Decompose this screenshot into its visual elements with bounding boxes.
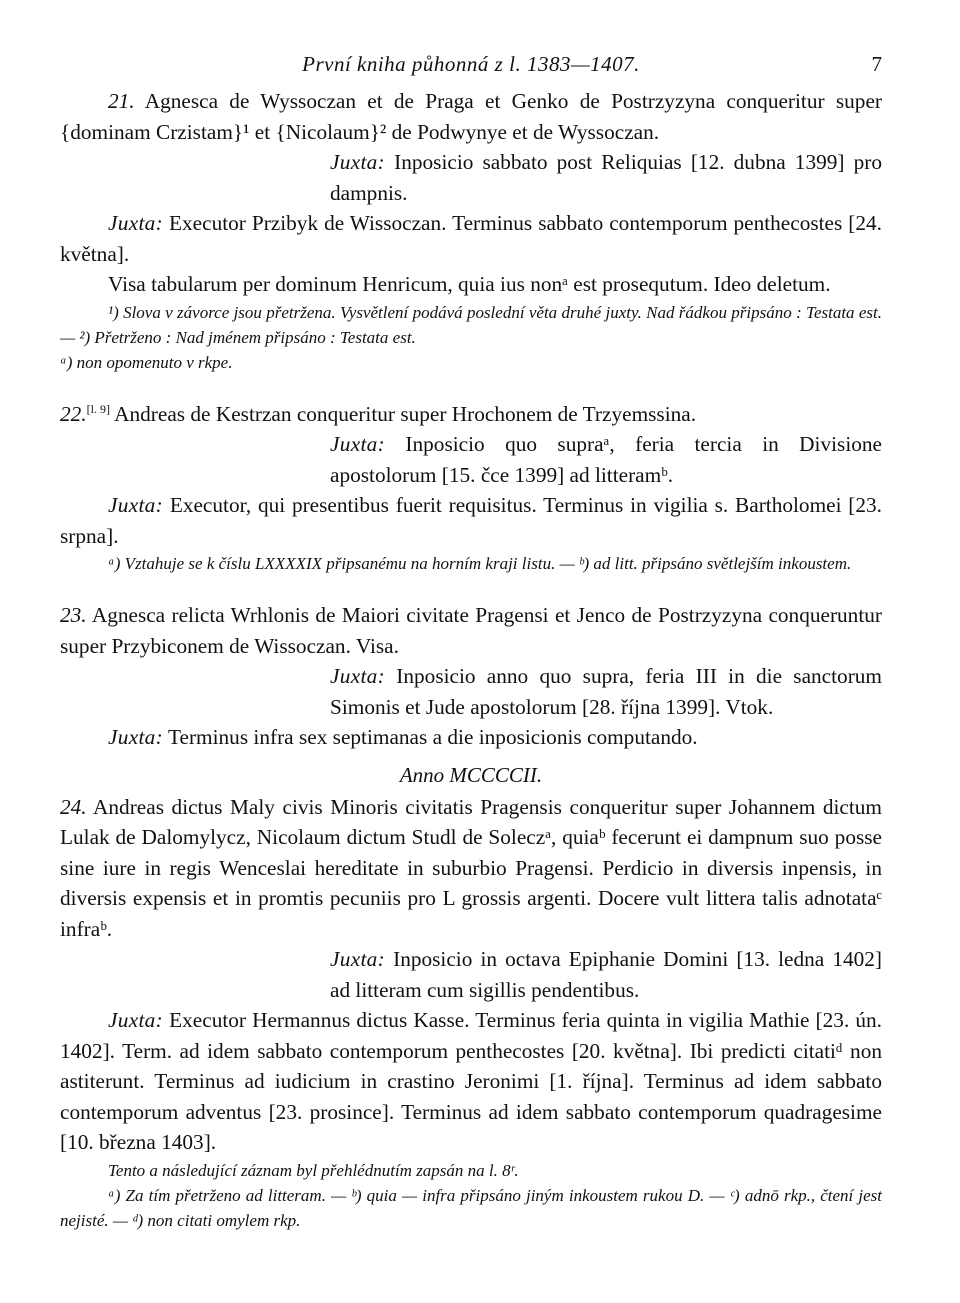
entry-23 [60,600,882,753]
entry-24-footnote-1: Tento a následující záznam byl přehlédnutím zapsán na l. 8ʳ. [108,1160,519,1180]
entry-21-juxta-1: Juxta: Inposicio sabbato post Reliquias [12. dubna 1399] pro dampnis. [330,150,882,205]
year-heading: Anno MCCCCII. [399,762,543,787]
entry-22-text: 22.[l. 9] Andreas de Kestrzan conqueritur super Hrochonem de Trzyemssina. [60,401,697,426]
entry-21-visa: Visa tabularum per dominum Henricum, quia ius nonᵃ est prosequtum. Ideo deletum. [108,272,831,296]
entry-24-footnote-2: ᵃ) Za tím přetrženo ad litteram. — ᵇ) quia — infra připsáno jiným inkoustem rukou D. — ᶜ) adnō rkp., čtení jest nejisté. — ᵈ) non citati omylem rkp. [60,1185,882,1230]
running-header [60,46,882,86]
entry-23-text: 23. Agnesca relicta Wrhlonis de Maiori civitate Pragensi et Jenco de Postrzyzyna conqueruntur super Przybiconem de Wissoczan. Visa. [60,603,882,658]
entry-21-juxta-2: Juxta: Executor Przibyk de Wissoczan. Terminus sabbato contemporum penthecostes [24. května]. [60,211,882,266]
entry-24-juxta-2: Juxta: Executor Hermannus dictus Kasse. Terminus feria quinta in vigilia Mathie [23. ún. 1402]. Term. ad idem sabbato contemporum penthecostes [20. května]. Ibi predicti citatiᵈ non astiterunt. Terminus ad iudicium in crastino Jeronimi [1. října]. Terminus ad idem sabbato contemporum adventus [23. prosince]. Terminus ad idem sabbato contemporum quadragesime [10. března 1403]. [60,1008,882,1154]
folio-ref: [l. 9] [86,401,110,416]
entry-21-footnote-1: ¹) Slova v závorce jsou přetržena. Vysvětlení podává poslední věta druhé juxty. Nad řádkou připsáno : Testata est. — ²) Přetrženo : Nad jménem připsáno : Testata est. [60,302,882,347]
header-title: První kniha půhonná z l. 1383—1407. [302,52,640,76]
entry-21-text: 21. Agnesca de Wyssoczan et de Praga et Genko de Postrzyzyna conqueritur super {dominam Crzistam}¹ et {Nicolaum}² de Podwynye et de Wyssoczan. [60,89,882,144]
page-number: 7 [871,52,882,76]
entry-21 [60,86,882,375]
entry-22 [60,399,882,577]
entry-24 [60,792,882,1233]
entry-22-juxta-2: Juxta: Executor, qui presentibus fuerit requisitus. Terminus in vigilia s. Bartholomei [23. srpna]. [60,493,883,548]
entry-22-juxta-1: Juxta: Inposicio quo supraᵃ, feria tercia in Divisione apostolorum [15. čce 1399] ad litteramᵇ. [330,432,882,487]
entry-24-juxta-1: Juxta: Inposicio in octava Epiphanie Domini [13. ledna 1402] ad litteram cum sigillis pendentibus. [330,947,883,1002]
entry-21-footnote-2: ᵃ) non opomenuto v rkpe. [60,352,233,372]
entry-23-juxta-2: Juxta: Terminus infra sex septimanas a die inposicionis computando. [108,725,698,749]
entry-24-text: 24. Andreas dictus Maly civis Minoris civitatis Pragensis conqueritur super Johannem dictum Lulak de Dalomylycz, Nicolaum dictum Studl de Soleczᵃ, quiaᵇ fecerunt ei dampnum suo posse sine iure in regis Wenceslai hereditate in suburbio Pragensi. Perdicio in diversis inpensis, in diversis expensis et in promtis pecuniis pro L grossis argenti. Docere vult littera talis adnotataᶜ infraᵇ. [60,794,882,941]
entry-23-juxta-1: Juxta: Inposicio anno quo supra, feria III in die sanctorum Simonis et Jude apostolorum [28. října 1399]. Vtok. [330,664,882,719]
entry-22-footnote: ᵃ) Vztahuje se k číslu LXXXXIX připsanému na horním kraji listu. — ᵇ) ad litt. připsáno světlejším inkoustem. [108,554,852,573]
document-page [60,46,882,1233]
